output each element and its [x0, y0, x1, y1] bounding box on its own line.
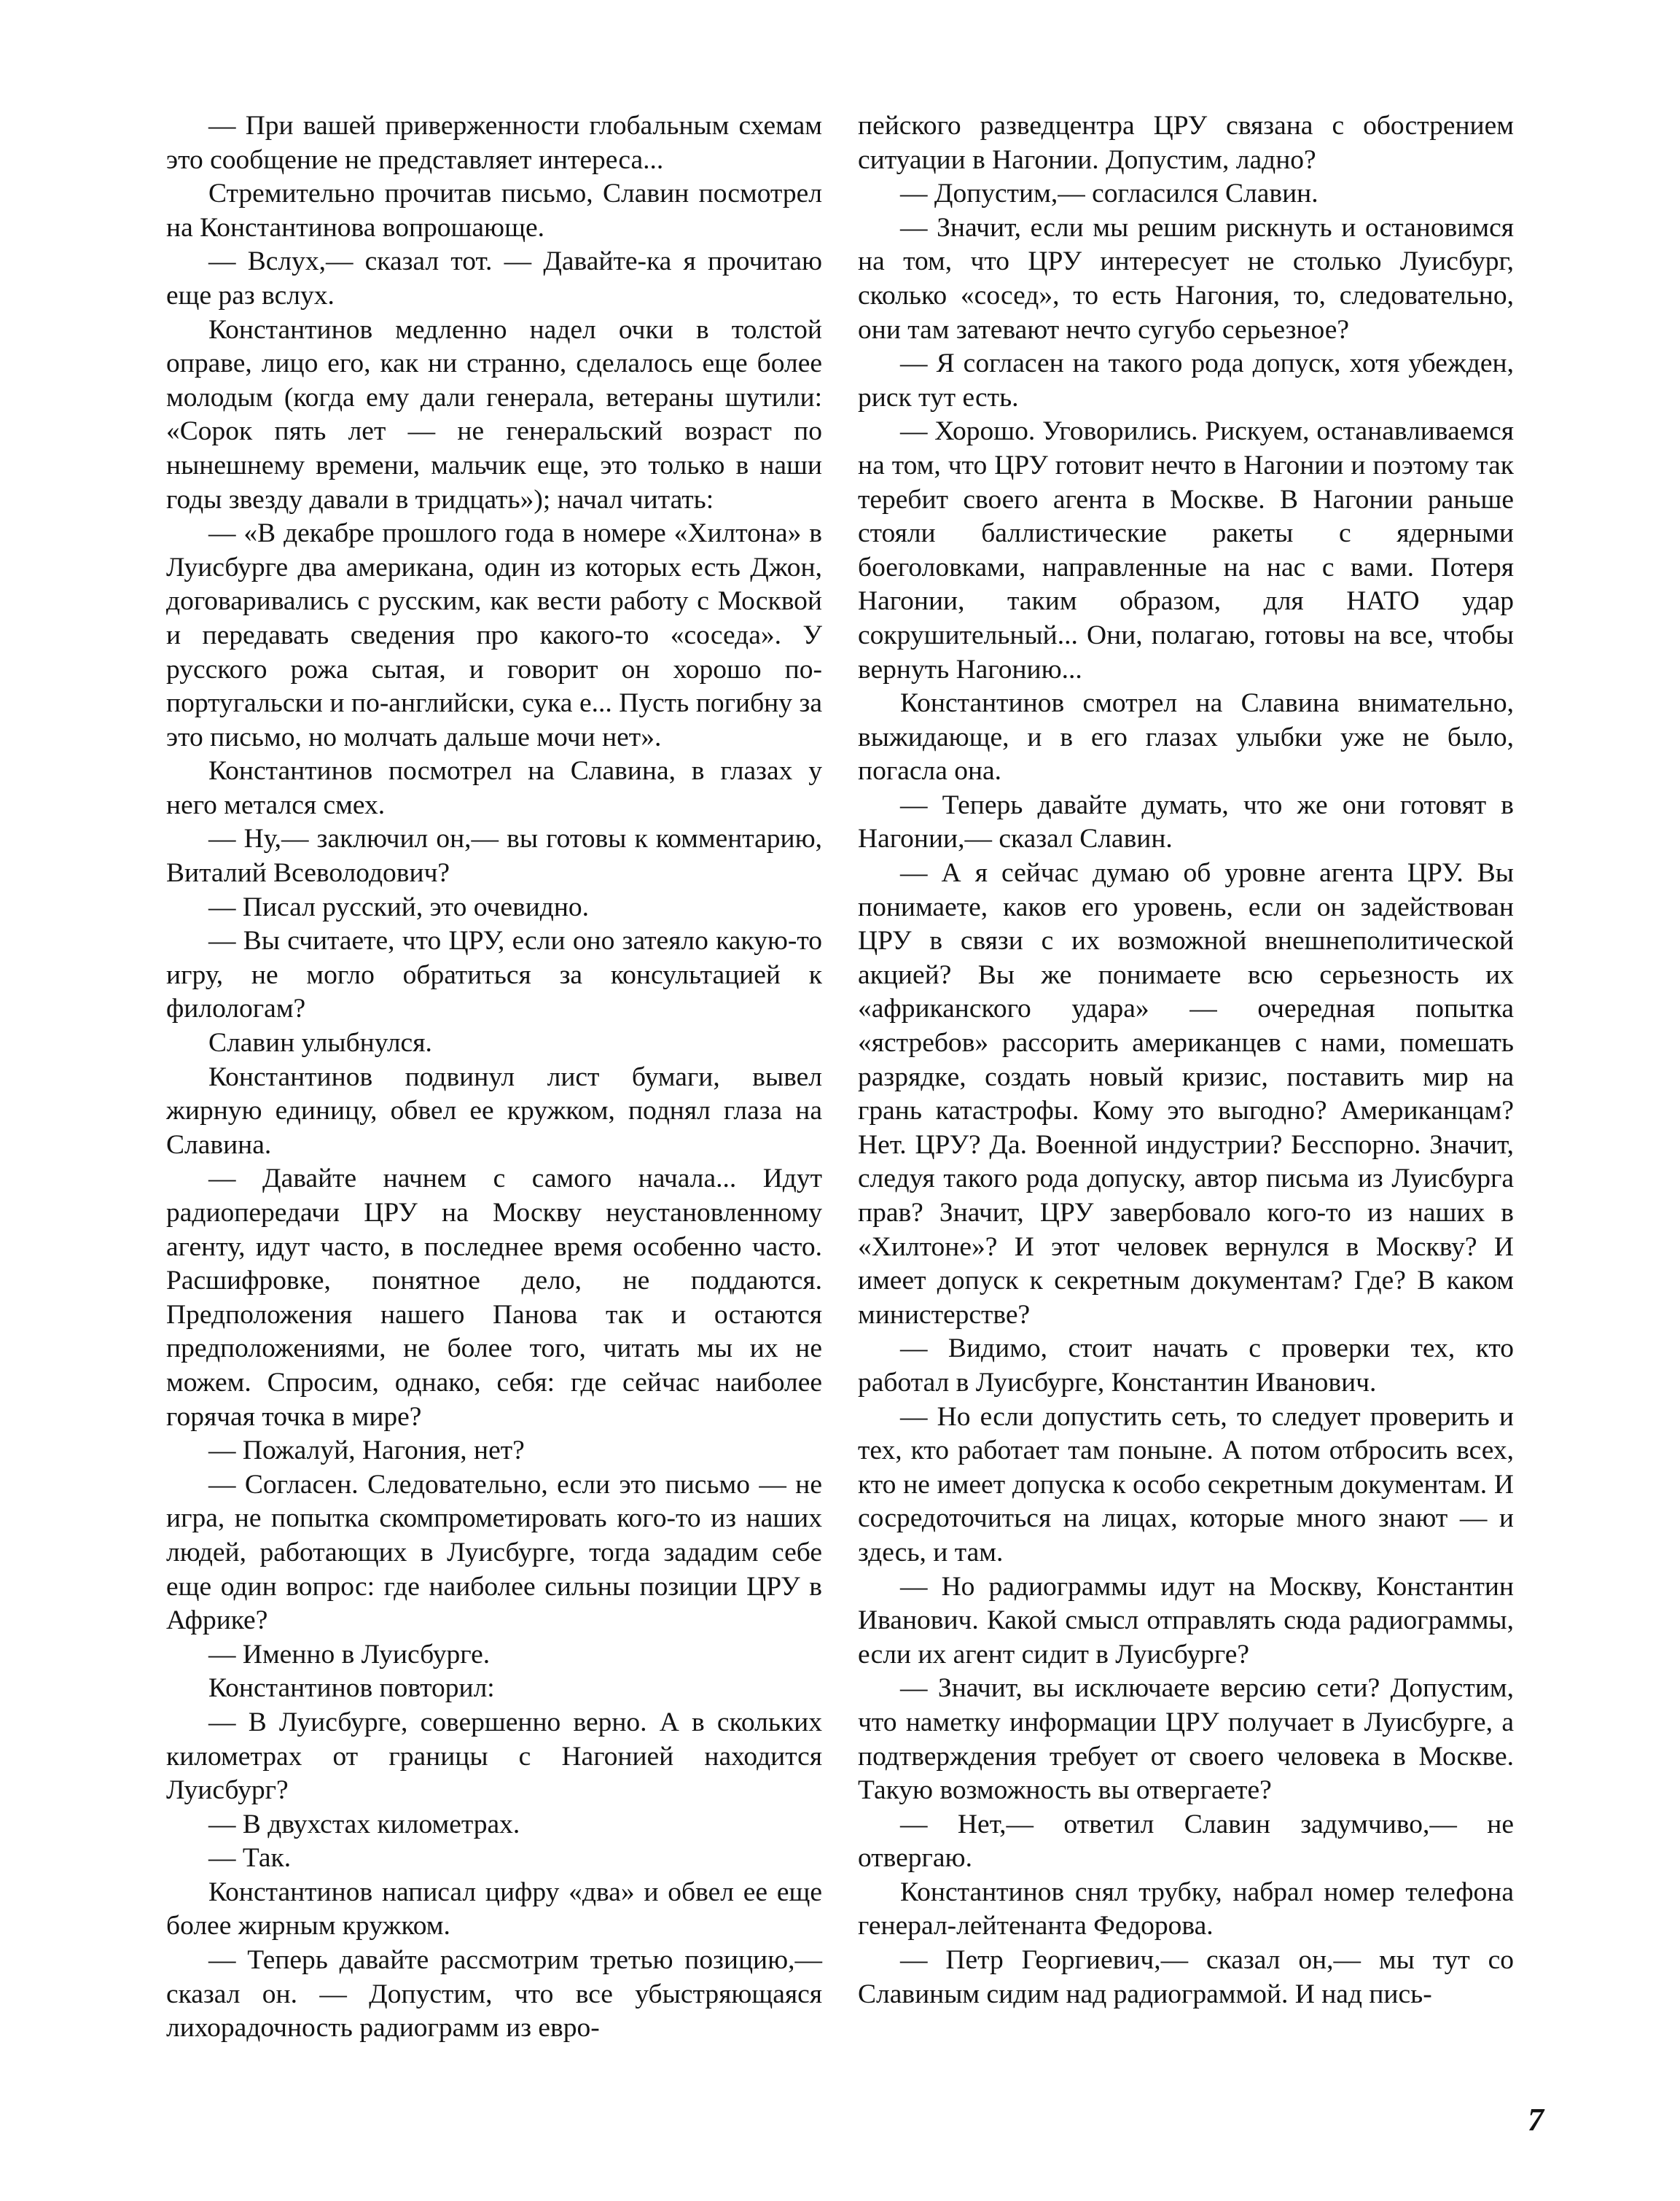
paragraph: — Вы считаете, что ЦРУ, если оно затеяло какую-то игру, не могло обратиться за консультацией к филологам? [166, 926, 822, 1024]
paragraph: — Значит, вы исключаете версию сети? Допустим, что наметку информации ЦРУ получает в Луисбурге, а подтверждения требует от своего человека в Москве. Такую возможность вы отвергаете? [858, 1673, 1514, 1806]
paragraph: — А я сейчас думаю об уровне агента ЦРУ. Вы понимаете, каков его уровень, если он задействован ЦРУ в связи с их возможной внешнеполитической акцией? Вы же понимаете всю серьезность их «африканского удара» — очередная попытка «ястребов» рассорить американцев с нами, помешать разрядке, создать новый кризис, поставить мир на грань катастрофы. Кому это выгодно? Американцам? Нет. ЦРУ? Да. Военной индустрии? Бесспорно. Значит, следуя такого рода допуску, автор письма из Луисбурга прав? Значит, ЦРУ завербовало кого-то из наших в «Хилтоне»? И этот человек вернулся в Москву? И имеет допуск к секретным документам? Где? В каком министерстве? [858, 858, 1514, 1330]
paragraph: — В Луисбурге, совершенно верно. А в скольких километрах от границы с Нагонией находится Луисбург? [166, 1707, 822, 1806]
paragraph: Константинов повторил: [208, 1673, 495, 1704]
page-number: 7 [1528, 2102, 1544, 2138]
paragraph: — Значит, если мы решим рискнуть и остановимся на том, что ЦРУ интересует не столько Луисбург, сколько «сосед», то есть Нагония, то, следовательно, они там затевают нечто сугубо серьезное? [858, 212, 1514, 345]
paragraph: — «В декабре прошлого года в номере «Хилтона» в Луисбурге два американа, один из которых есть Джон, договаривались с русским, как вести работу с Москвой и передавать сведения про какого-то «соседа». У русского рожа сытая, и говорит он хорошо по-португальски и по-английски, сука е... Пусть погибну за это письмо, но молчать дальше мочи нет». [166, 518, 822, 752]
paragraph: — Именно в Луисбурге. [208, 1639, 491, 1670]
paragraph: — Пожалуй, Нагония, нет? [208, 1435, 525, 1466]
paragraph: — Писал русский, это очевидно. [208, 892, 590, 922]
paragraph: — Так. [208, 1843, 292, 1874]
paragraph: — Петр Георгиевич,— сказал он,— мы тут со Славиным сидим над радиограммой. И над пись- [858, 1945, 1514, 2009]
paragraph: Славин улыбнулся. [208, 1028, 432, 1059]
paragraph: — Теперь давайте рассмотрим третью позицию,— сказал он. — Допустим, что все убыстряющаяся лихорадочность радиограмм из евро- [166, 1945, 822, 2044]
paragraph: — Но если допустить сеть, то следует проверить и тех, кто работает там поныне. А потом отбросить всех, кто не имеет допуска к особо секретным документам. И сосредоточиться на лицах, которые много знают — и здесь, и там. [858, 1401, 1514, 1567]
paragraph: — Я согласен на такого рода допуск, хотя убежден, риск тут есть. [858, 348, 1514, 413]
paragraph: Константинов снял трубку, набрал номер телефона генерал-лейтенанта Федорова. [858, 1877, 1514, 1941]
right-column [858, 109, 1514, 2011]
paragraph: — Но радиограммы идут на Москву, Константин Иванович. Какой смысл отправлять сюда радиограммы, если их агент сидит в Луисбурге? [858, 1571, 1514, 1670]
paragraph: — Ну,— заключил он,— вы готовы к комментарию, Виталий Всеволодович? [166, 824, 822, 889]
paragraph: Константинов медленно надел очки в толстой оправе, лицо его, как ни странно, сделалось еще более молодым (когда ему дали генерала, ветераны шутили: «Сорок пять лет — не генеральский возраст по нынешнему времени, мальчик еще, это только в наши годы звезду давали в тридцать»); начал читать: [166, 314, 822, 515]
paragraph: Константинов подвинул лист бумаги, вывел жирную единицу, обвел ее кружком, поднял глаза на Славина. [166, 1061, 822, 1160]
paragraph: — Хорошо. Уговорились. Рискуем, останавливаемся на том, что ЦРУ готовит нечто в Нагонии и поэтому так теребит своего агента в Москве. В Нагонии раньше стояли баллистические ракеты с ядерными боеголовками, направленные на нас с вами. Потеря Нагонии, таким образом, для НАТО удар сокрушительный... Они, полагаю, готовы на все, чтобы вернуть Нагонию... [858, 416, 1514, 685]
paragraph: — Вслух,— сказал тот. — Давайте-ка я прочитаю еще раз вслух. [166, 246, 822, 311]
paragraph-continuation: пейского разведцентра ЦРУ связана с обострением ситуации в Нагонии. Допустим, ладно? [858, 111, 1514, 175]
paragraph: — При вашей приверженности глобальным схемам это сообщение не представляет интереса... [166, 111, 822, 175]
paragraph: Константинов посмотрел на Славина, в глазах у него метался смех. [166, 756, 822, 820]
paragraph: — Теперь давайте думать, что же они готовят в Нагонии,— сказал Славин. [858, 790, 1514, 854]
paragraph: Константинов смотрел на Славина внимательно, выжидающе, и в его глазах улыбки уже не было, погасла она. [858, 688, 1514, 787]
paragraph: — Видимо, стоит начать с проверки тех, кто работал в Луисбурге, Константин Иванович. [858, 1333, 1514, 1398]
paragraph: — В двухстах километрах. [208, 1809, 520, 1839]
paragraph: — Давайте начнем с самого начала... Идут радиопередачи ЦРУ на Москву неустановленному агенту, идут часто, в последнее время особенно часто. Расшифровке, понятное дело, не поддаются. Предположения нашего Панова так и остаются предположениями, не более того, читать мы их не можем. Спросим, однако, себя: где сейчас наиболее горячая точка в мире? [166, 1164, 822, 1432]
paragraph: — Допустим,— согласился Славин. [900, 179, 1318, 209]
left-column [166, 109, 822, 2046]
paragraph: — Нет,— ответил Славин задумчиво,— не отвергаю. [858, 1809, 1514, 1874]
paragraph: — Согласен. Следовательно, если это письмо — не игра, не попытка скомпрометировать кого-то из наших людей, работающих в Луисбурге, тогда зададим себе еще один вопрос: где наиболее сильны позиции ЦРУ в Африке? [166, 1469, 822, 1636]
paragraph: Стремительно прочитав письмо, Славин посмотрел на Константинова вопрошающе. [166, 179, 822, 243]
paragraph: Константинов написал цифру «два» и обвел ее еще более жирным кружком. [166, 1877, 822, 1941]
